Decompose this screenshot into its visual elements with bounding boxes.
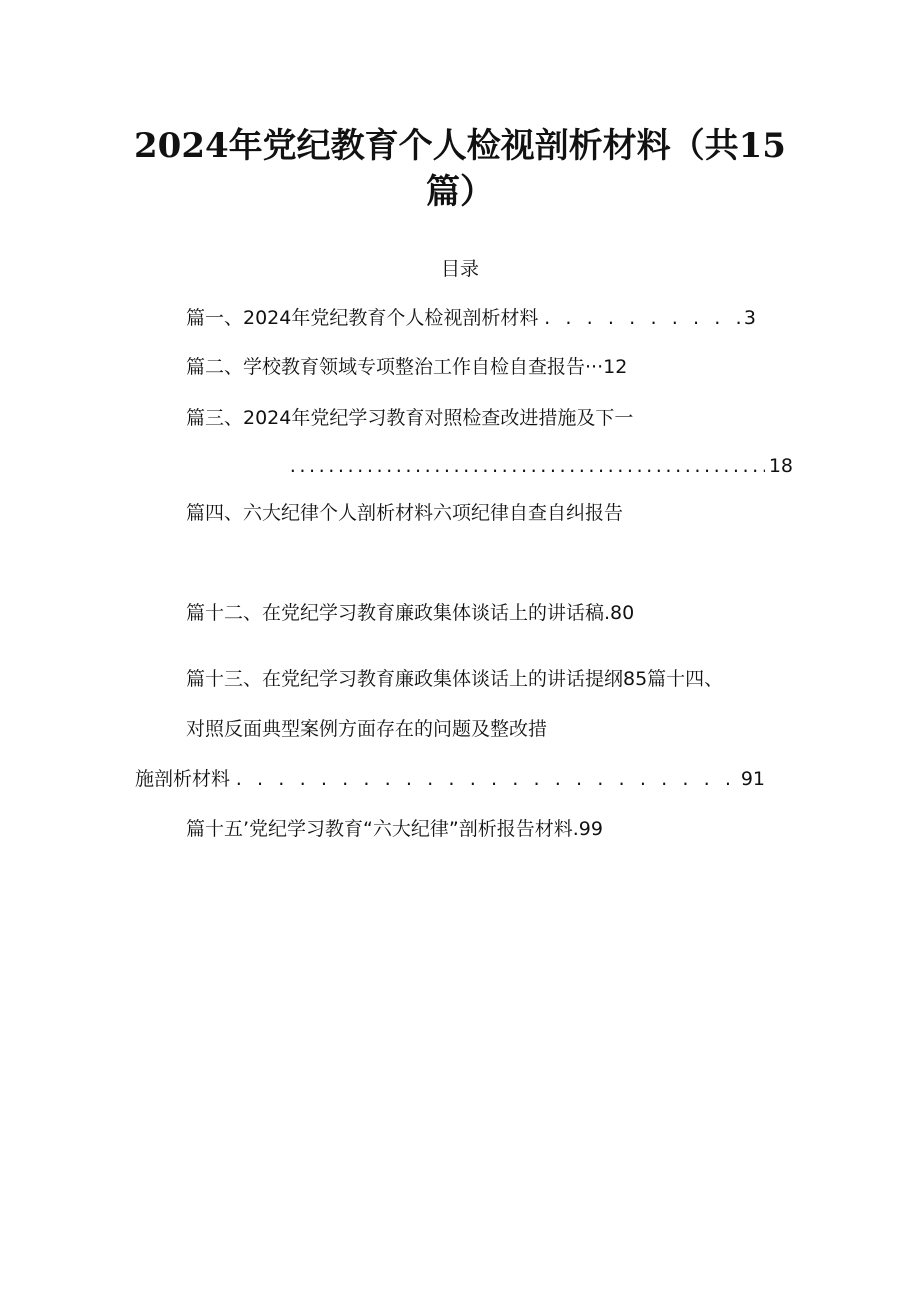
toc-entry-2[interactable]: 篇二、学校教育领域专项整治工作自检自查报告···12 <box>186 356 628 378</box>
toc-entry-14-line-1[interactable]: 对照反面典型案例方面存在的问题及整改措 <box>186 718 548 740</box>
toc-heading: 目录 <box>440 258 479 280</box>
toc-entry-13-line-1[interactable]: 篇十三、在党纪学习教育廉政集体谈话上的讲话提纲85篇十四、 <box>186 668 724 690</box>
toc-entry-3-continuation[interactable] <box>288 453 793 480</box>
document-title-line-1: 2024年党纪教育个人检视剖析材料（共15 <box>134 126 786 166</box>
toc-entry-14-page: 91 <box>740 768 765 790</box>
toc-entry-1-title: 篇一、2024年党纪教育个人检视剖析材料 <box>186 307 539 329</box>
toc-entry-14-line-2[interactable] <box>135 766 765 793</box>
toc-entry-14-title-end: 施剖析材料 <box>135 768 231 790</box>
toc-entry-4[interactable]: 篇四、六大纪律个人剖析材料六项纪律自查自纠报告 <box>186 502 624 524</box>
toc-entry-14-leader <box>234 767 737 793</box>
toc-entry-1-page: 3 <box>743 307 756 329</box>
toc-entry-1-leader <box>542 306 740 332</box>
toc-entry-3[interactable]: 篇三、2024年党纪学习教育对照检查改进措施及下一 <box>186 407 634 429</box>
toc-entry-1[interactable] <box>186 305 756 332</box>
toc-entry-3-page: 18 <box>768 455 793 477</box>
toc-entry-12[interactable]: 篇十二、在党纪学习教育廉政集体谈话上的讲话稿.80 <box>186 602 635 624</box>
toc-entry-15[interactable]: 篇十五’党纪学习教育“六大纪律”剖析报告材料.99 <box>186 818 603 840</box>
toc-entry-3-leader <box>288 454 765 480</box>
document-title-line-2: 篇） <box>426 172 494 212</box>
